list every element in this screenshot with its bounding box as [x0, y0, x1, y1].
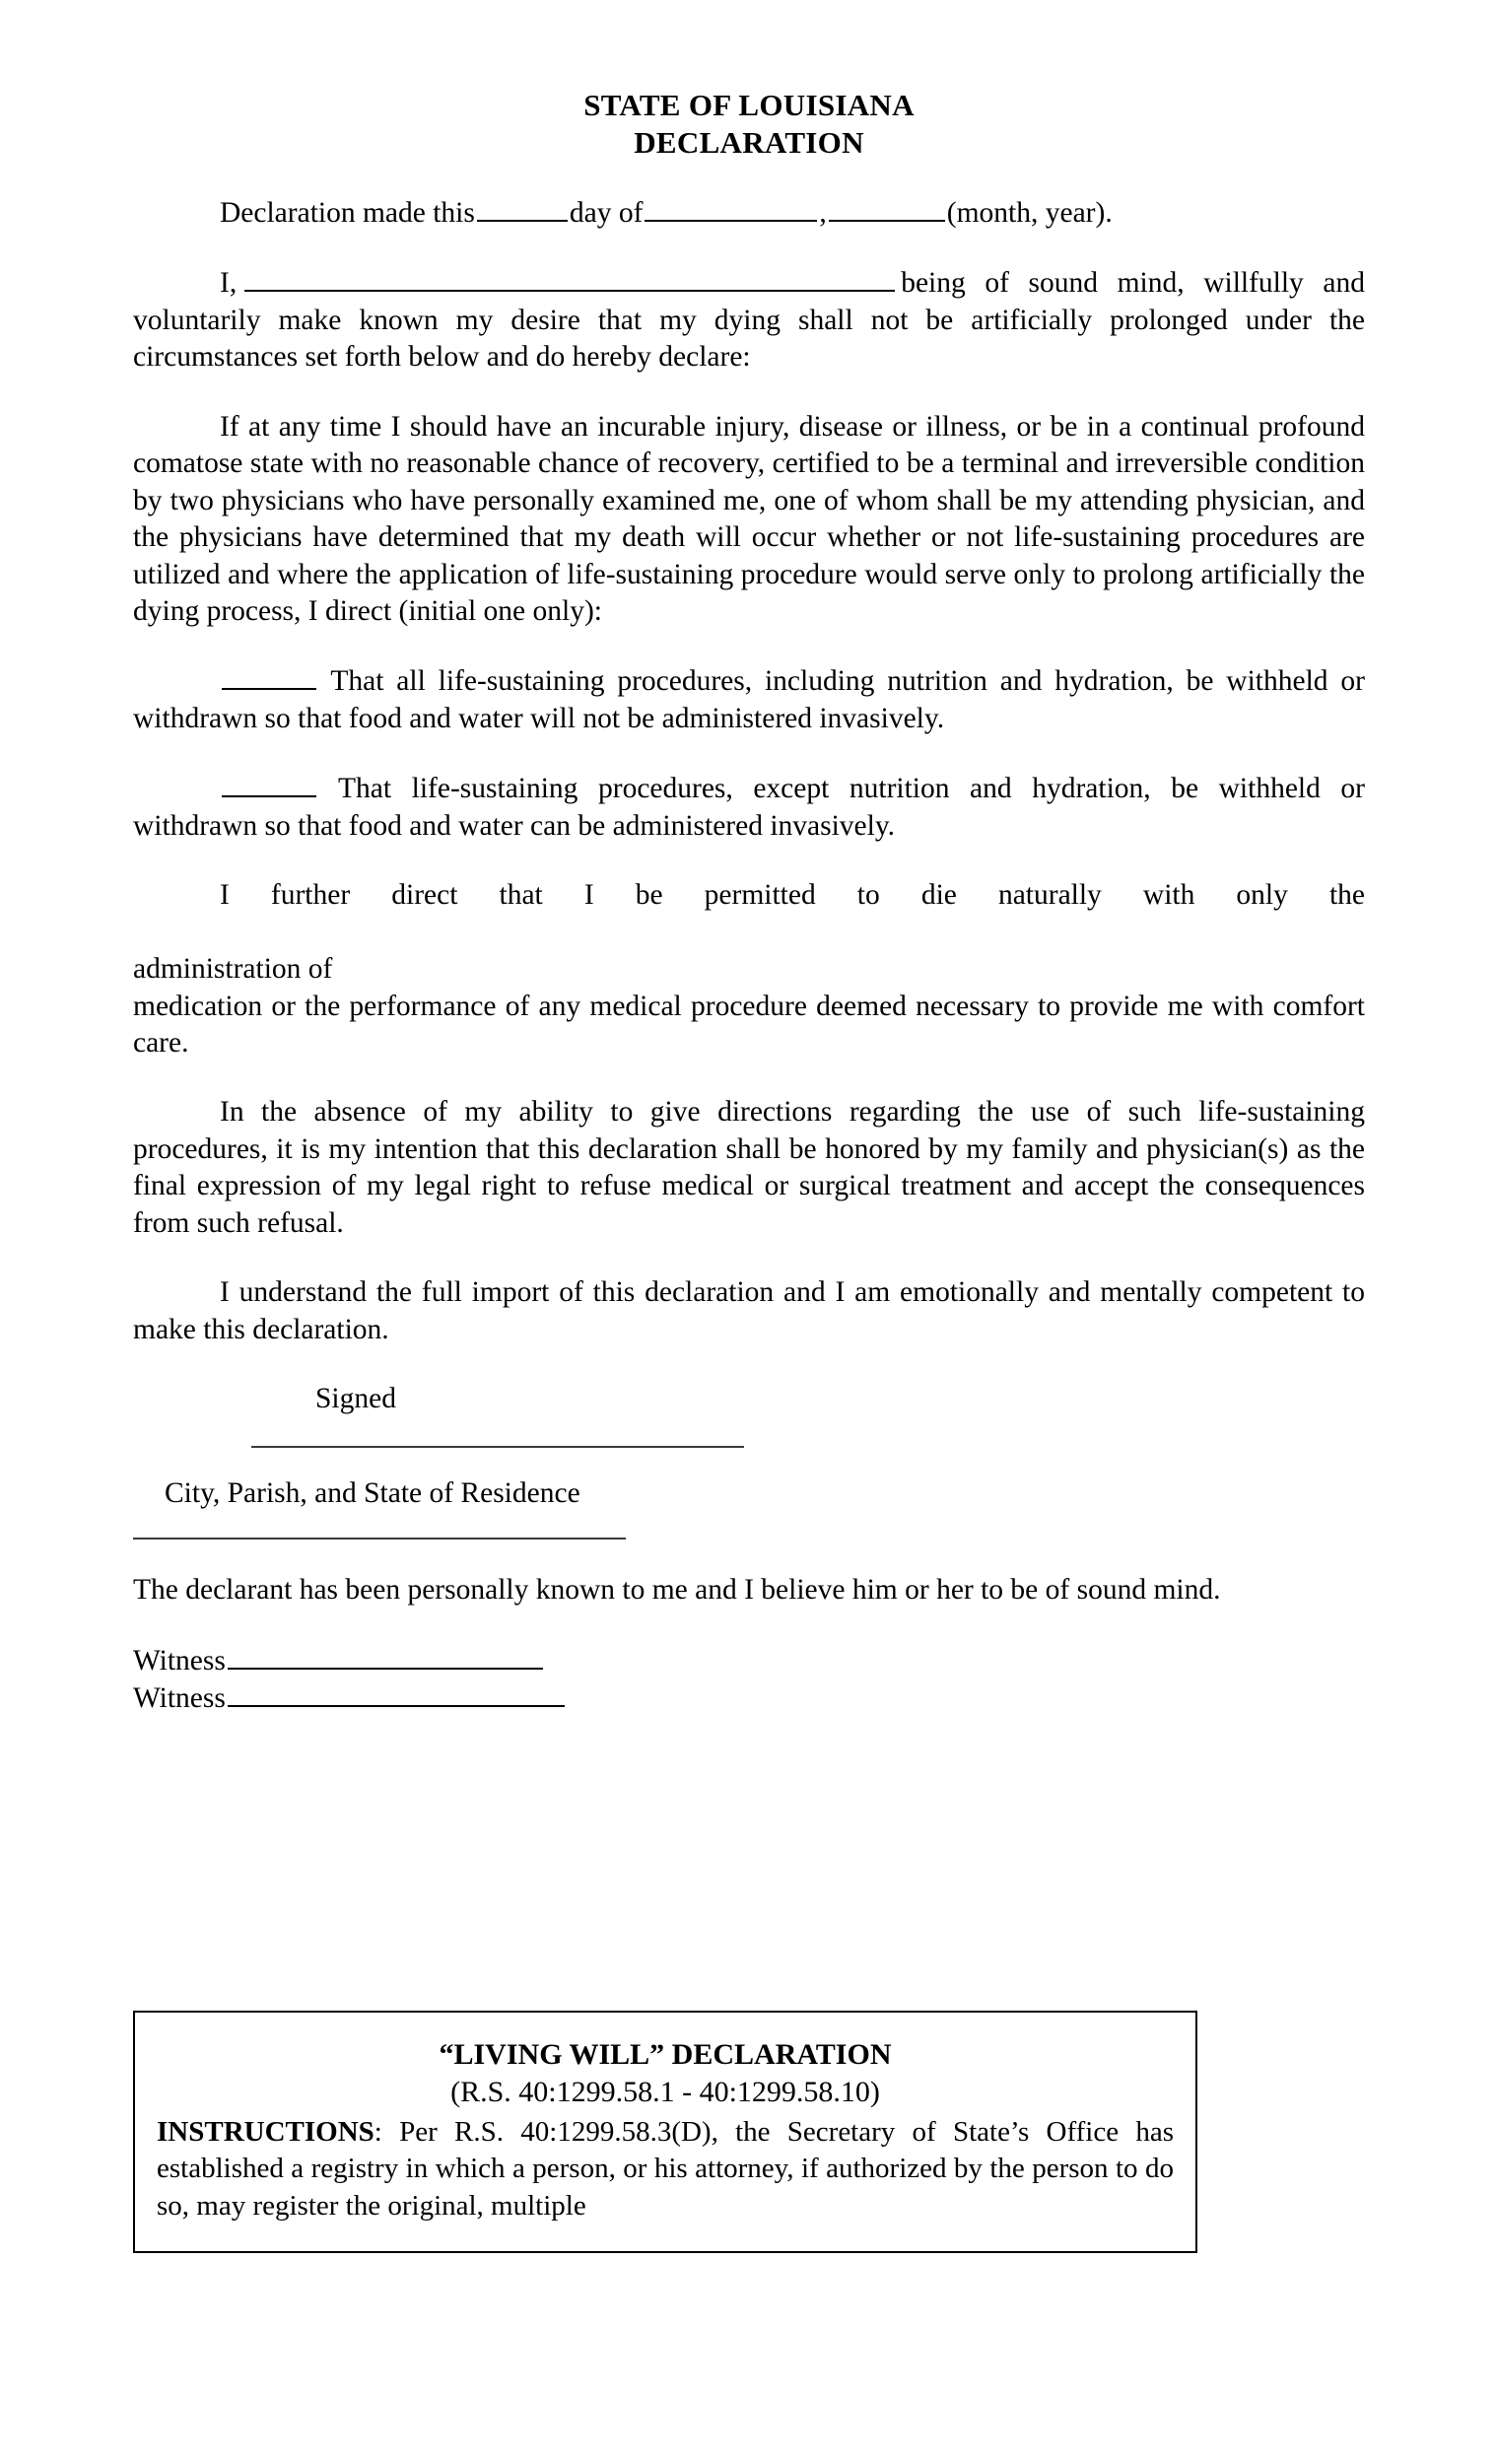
- witness-blank-field-1[interactable]: [228, 1642, 543, 1670]
- spacer: [133, 1061, 1365, 1094]
- paragraph-option-one: [133, 662, 1365, 737]
- notice-box-title: “LIVING WILL” DECLARATION: [439, 2038, 892, 2071]
- declaration-date-trailing: (month, year).: [946, 196, 1113, 229]
- instructions-text: : Per R.S. 40:1299.58.3(D), the Secretary of State’s Office has established a registry in which a person, or his attorney, if authorized by the person to do so, may register the original, multiple: [157, 2115, 1174, 2223]
- spacer: [133, 845, 1365, 877]
- witness-row-2: [133, 1679, 1365, 1718]
- witness-row-1: [133, 1642, 1365, 1680]
- spacer: [133, 1609, 1365, 1642]
- residence-label: City, Parish, and State of Residence: [165, 1476, 580, 1509]
- declaration-date-day-word: day of: [569, 196, 644, 229]
- spacer: [133, 1540, 1365, 1572]
- paragraph-declaration-date: [133, 194, 1365, 232]
- paragraph-further-direct-line-3: medication or the performance of any medical procedure deemed necessary to provide me with comfort care.: [133, 990, 1365, 1059]
- paragraph-understanding: I understand the full import of this declaration and I am emotionally and mentally competent to make this declaration.: [133, 1276, 1365, 1345]
- spacer: [133, 1242, 1365, 1274]
- declaration-date-lead: Declaration made this: [220, 196, 475, 229]
- identity-rest: being of sound mind, willfully and voluntarily make known my desire that my dying shall not be artificially prolonged under the circumstances set forth below and do hereby declare:: [133, 267, 1365, 374]
- witness-blank-field-2[interactable]: [228, 1679, 565, 1707]
- witness-label-2: Witness: [133, 1682, 226, 1715]
- notice-box-statute-reference: (R.S. 40:1299.58.1 - 40:1299.58.10): [450, 2076, 880, 2109]
- paragraph-condition: If at any time I should have an incurable injury, disease or illness, or be in a continual profound comatose state with no reasonable chance of recovery, certified to be a terminal and irreversible condition by two physicians who have personally examined me, one of whom shall be my attending physician, and the physicians have determined that my death will occur whether or not life-sustaining procedures are utilized and where the application of life-sustaining procedure would serve only to prolong artificially the dying process, I direct (initial one only):: [133, 410, 1365, 627]
- spacer: [133, 162, 1365, 194]
- paragraph-further-direct-line-1: I further direct that I be permitted to die naturally with only the: [220, 879, 1365, 912]
- day-blank-field[interactable]: [477, 194, 568, 222]
- living-will-notice-box: [133, 2011, 1197, 2253]
- identity-lead: I,: [220, 267, 238, 300]
- witness-label-1: Witness: [133, 1644, 226, 1677]
- spacer: [133, 630, 1365, 662]
- page-title-line-1: STATE OF LOUISIANA: [583, 88, 915, 122]
- residence-line[interactable]: [133, 1538, 626, 1540]
- notice-box-inner: [135, 2013, 1195, 2225]
- option-two-initial-blank[interactable]: [222, 770, 316, 797]
- paragraph-absence-of-ability: In the absence of my ability to give directions regarding the use of such life-sustaining procedures, it is my intention that this declaration shall be honored by my family and physician(s) as the final expression of my legal right to refuse medical or surgical treatment and accept the consequences from such refusal.: [133, 1096, 1365, 1239]
- option-one-initial-blank[interactable]: [222, 662, 316, 690]
- year-blank-field[interactable]: [829, 194, 945, 222]
- spacer: [133, 737, 1365, 770]
- month-blank-field[interactable]: [645, 194, 817, 222]
- notice-box-instructions: [157, 2114, 1174, 2225]
- paragraph-option-two: [133, 770, 1365, 845]
- spacer: [133, 232, 1365, 264]
- spacer: [133, 1348, 1365, 1381]
- paragraph-further-direct-line-2: administration of: [133, 953, 333, 986]
- document-title-block: [133, 0, 1365, 162]
- option-one-text: That all life-sustaining procedures, including nutrition and hydration, be withheld or withdrawn so that food and water will not be administered invasively.: [133, 665, 1366, 734]
- option-two-text: That life-sustaining procedures, except nutrition and hydration, be withheld or withdrawn so that food and water can be administered invasively.: [133, 773, 1365, 842]
- paragraph-identity: [133, 264, 1365, 376]
- document-content: [133, 0, 1365, 1718]
- signed-label: Signed: [315, 1383, 396, 1415]
- signature-line[interactable]: [251, 1446, 744, 1448]
- signature-area: [133, 1381, 1365, 1540]
- page-title-line-2: DECLARATION: [634, 125, 864, 160]
- declarant-name-blank-field[interactable]: [244, 264, 895, 292]
- declaration-date-comma: ,: [819, 196, 827, 229]
- spacer: [133, 376, 1365, 409]
- paragraph-declarant-known: The declarant has been personally known to me and I believe him or her to be of sound mind.: [133, 1574, 1221, 1607]
- instructions-label: INSTRUCTIONS: [157, 2115, 374, 2148]
